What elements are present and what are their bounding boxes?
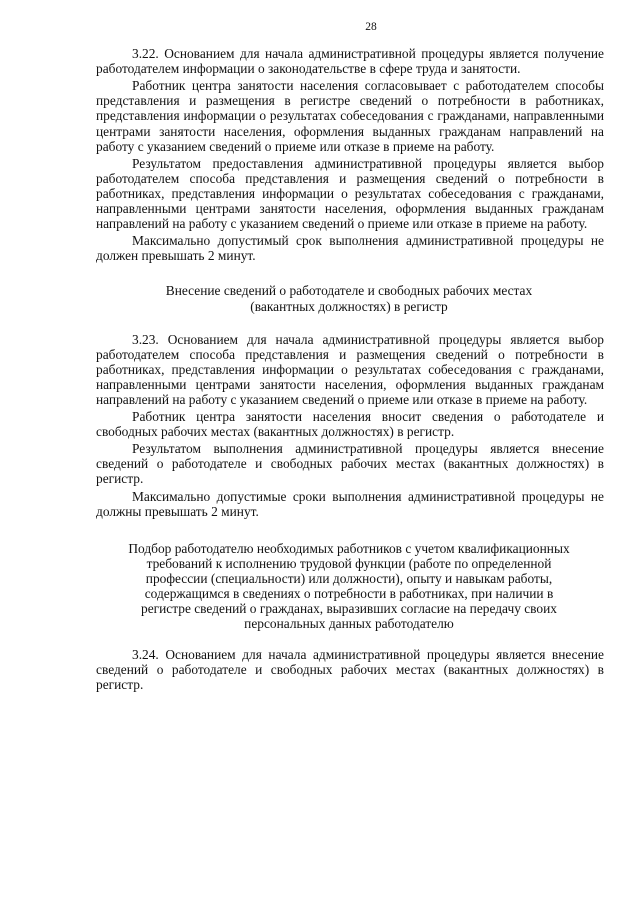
heading-line: персональных данных работодателю <box>244 616 454 632</box>
paragraph-3-23-basis: 3.23. Основанием для начала административной процедуры является выбор работодателем способа представления и размещения сведений о потребности в работниках, представления информации о результатах собеседования с гражданами, направленными центрами занятости населения, оформления выданных гражданам направлений на работу с указанием сведений о приеме или отказе в приеме на работу. <box>96 331 604 407</box>
heading-line: содержащимся в сведениях о потребности в работниках, при наличии в <box>144 586 554 601</box>
section-3-23 <box>96 332 604 519</box>
heading-line: профессии (специальности) или должности), опыту и навыкам работы, <box>145 570 553 586</box>
page-number: 28 <box>365 21 377 33</box>
heading-line: Внесение сведений о работодателе и свободных рабочих местах <box>165 283 533 299</box>
heading-line: Подбор работодателю необходимых работников с учетом квалификационных <box>128 540 570 556</box>
heading-candidate-selection <box>96 541 602 632</box>
paragraph-3-22-basis: 3.22. Основанием для начала административной процедуры является получение работодателем информации о законодательстве в сфере труда и занятости. <box>96 46 604 77</box>
section-3-22 <box>96 46 604 263</box>
paragraph-3-22-deadline: Максимально допустимый срок выполнения административной процедуры не должен превышать 2 минут. <box>96 233 604 264</box>
paragraph-3-22-result: Результатом предоставления административной процедуры является выбор работодателем способа представления и размещения сведений о потребности в работниках, представления информации о результатах собеседования с гражданами, направленными центрами занятости населения, оформления выданных гражданам направлений на работу с указанием сведений о приеме или отказе в приеме на работу. <box>96 155 604 232</box>
heading-line: требований к исполнению трудовой функции (работе по определенной <box>146 555 552 571</box>
paragraph-3-22-worker: Работник центра занятости населения согласовывает с работодателем способы представления и размещения в регистре сведений о потребности в работниках, представления информации о результатах собеседования с гражданами, направленными центрами занятости населения, оформления выданных гражданам направлений на работу с указанием сведений о приеме или отказе в приеме на работу. <box>96 78 604 154</box>
heading-register-entry <box>96 283 602 313</box>
paragraph-3-23-result: Результатом выполнения административной процедуры является внесение сведений о работодателе и свободных рабочих местах (вакантных должностях) в регистр. <box>96 441 604 487</box>
paragraph-3-23-deadline: Максимально допустимые сроки выполнения административной процедуры не должны превышать 2 минут. <box>96 488 604 519</box>
heading-line: регистре сведений о гражданах, выразивших согласие на передачу своих <box>141 601 557 617</box>
section-3-24 <box>96 647 604 692</box>
paragraph-3-23-worker: Работник центра занятости населения вносит сведения о работодателе и свободных рабочих местах (вакантных должностях) в регистр. <box>96 409 604 440</box>
heading-line: (вакантных должностях) в регистр <box>250 298 448 314</box>
paragraph-3-24-basis: 3.24. Основанием для начала административной процедуры является внесение сведений о работодателе и свободных рабочих местах (вакантных должностях) в регистр. <box>96 647 604 693</box>
